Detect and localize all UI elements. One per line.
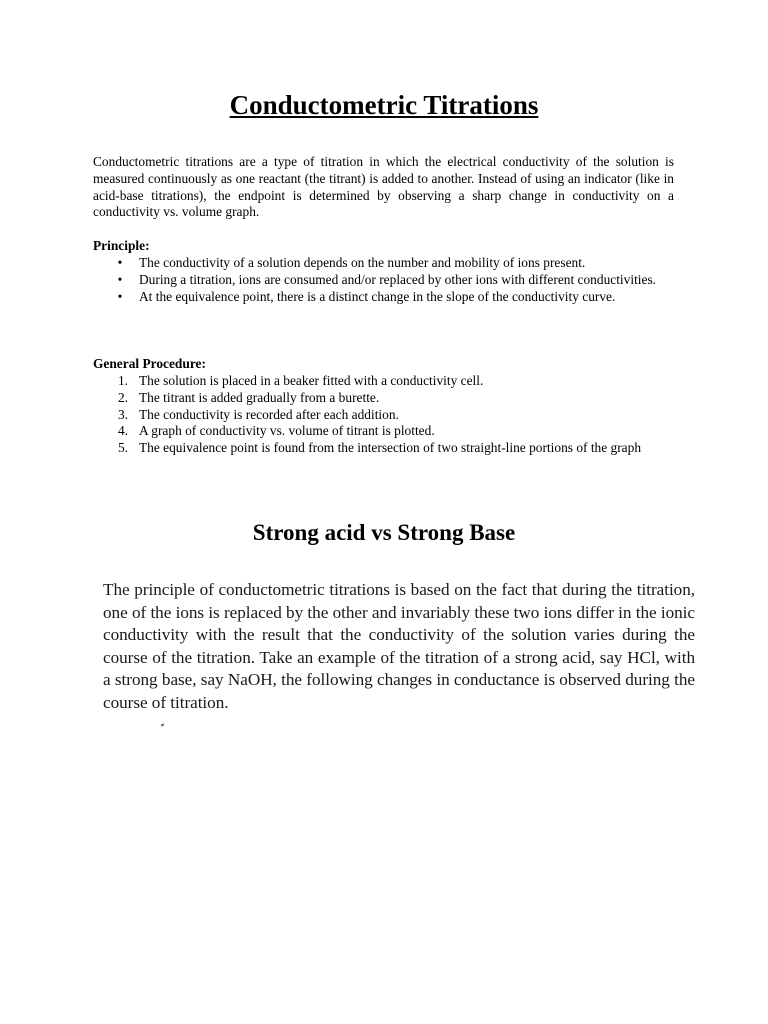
list-item <box>93 373 674 390</box>
list-number: 4. <box>117 423 128 439</box>
list-item-text: During a titration, ions are consumed and/or replaced by other ions with different conductivities. <box>139 271 657 287</box>
list-item-text: The titrant is added gradually from a burette. <box>139 389 380 405</box>
procedure-list <box>93 373 674 457</box>
list-number: 3. <box>117 406 128 422</box>
list-item <box>93 440 674 457</box>
scanned-text-image: The principle of conductometric titrations is based on the fact that during the titration, one of the ions is replaced by the other and invariably these two ions differ in the ionic conductivity with the result that the conductivity of the solution varies during the course of the titration. Take an example of the titration of a strong acid, say HCl, with a strong base, say NaOH, the following changes in conductance is observed during the course of titration. <box>103 580 695 712</box>
bullet-icon: • <box>117 271 123 287</box>
bullet-icon: • <box>117 255 123 270</box>
intro-paragraph: Conductometric titrations are a type of titration in which the electrical conductivity of the solution is measured continuously as one reactant (the titrant) is added to another. Instead of using an indicator (like in acid-base titrations), the endpoint is determined by observing a sharp change in conductivity on a conductivity vs. volume graph. <box>93 154 674 220</box>
page-title: Conductometric Titrations <box>229 90 539 120</box>
list-item <box>93 390 674 407</box>
principle-heading: Principle: <box>93 238 150 253</box>
list-item <box>93 407 674 424</box>
scan-artifact <box>161 723 165 726</box>
list-item <box>93 255 674 272</box>
list-number: 2. <box>117 389 128 405</box>
procedure-heading: General Procedure: <box>93 356 206 371</box>
list-item-text: The solution is placed in a beaker fitted with a conductivity cell. <box>139 373 484 388</box>
list-item-text: The conductivity is recorded after each addition. <box>139 406 399 422</box>
list-item-text: The conductivity of a solution depends on the number and mobility of ions present. <box>139 255 586 270</box>
list-number: 5. <box>117 440 128 456</box>
list-item <box>93 289 674 306</box>
bullet-icon: • <box>117 288 123 304</box>
list-item-text: A graph of conductivity vs. volume of titrant is plotted. <box>139 423 435 439</box>
list-item <box>93 272 674 289</box>
list-item <box>93 423 674 440</box>
list-item-text: At the equivalence point, there is a distinct change in the slope of the conductivity curve. <box>139 288 616 304</box>
list-item-text: The equivalence point is found from the intersection of two straight-line portions of the graph <box>139 440 642 456</box>
principle-list <box>93 255 674 305</box>
section-heading: Strong acid vs Strong Base <box>252 520 516 545</box>
list-number: 1. <box>117 373 128 388</box>
